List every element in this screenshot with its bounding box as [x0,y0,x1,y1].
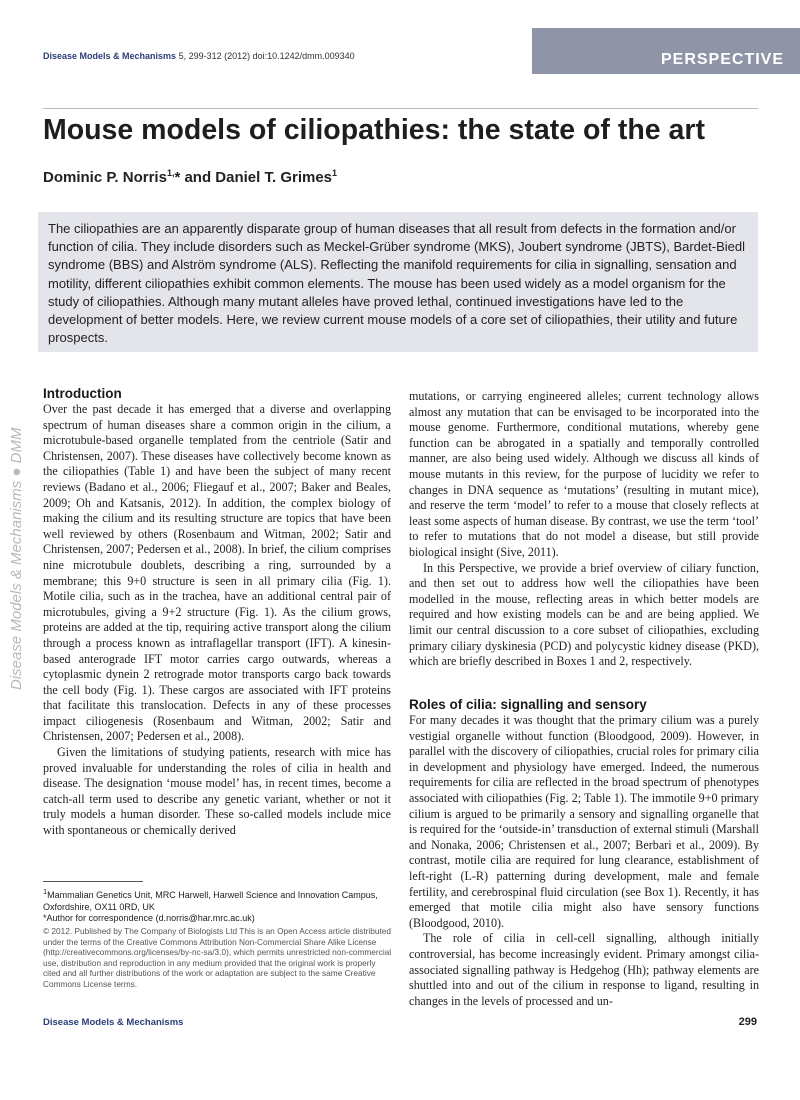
paragraph: mutations, or carrying engineered alleles; current technology allows almost any mutation that can be envisaged to be incorporated into the mouse genome. Furthermore, conditional mutations, whereby gene function can be abrogated in a spatially and temporally controlled manner, are also being used widely. Although we discuss all kinds of mouse mutants in this review, for the purpose of lucidity we refer to changes in DNA sequence as ‘mutations’ (resulting in mutant mice), and reserve the term ‘model’ to refer to a mouse that closely reflects at least some aspects of human disease. By contrast, we use the term ‘tool’ to refer to mutations that do not model a disease, but still provide biological insight (Sive, 2011). [409,389,759,559]
header-divider [43,108,758,109]
journal-citation-line [43,51,355,61]
section-heading-roles: Roles of cilia: signalling and sensory [409,697,647,712]
affiliation-marker: 1 [43,887,48,896]
article-title: Mouse models of ciliopathies: the state of the art [43,114,705,146]
journal-name: Disease Models & Mechanisms [43,51,177,61]
paragraph: In this Perspective, we provide a brief overview of ciliary function, and then set out to address how well the ciliopathies have been modelled in the mouse, reflecting areas in which better models are required and how existing models can be and are being applied. We limit our central discussion to a core subset of ciliopathies, excluding primary ciliary dyskinesia (PCD) and polycystic kidney disease (PKD), which are briefly described in Boxes 1 and 2, respectively. [409,560,759,669]
footer-journal-name: Disease Models & Mechanisms [43,1017,184,1028]
citation-details: 5, 299-312 (2012) doi:10.1242/dmm.009340 [176,51,355,61]
abstract: The ciliopathies are an apparently disparate group of human diseases that all result from defects in the formation and/or function of cilia. They include disorders such as Meckel-Grüber syndrome (MKS), Joubert syndrome (JBTS), Bardet-Biedl syndrome (BBS) and Alström syndrome (ALS). Reflecting the manifold requirements for cilia in signalling, sensation and motility, different ciliopathies exhibit common elements. The mouse has been used widely as a model organism for the study of ciliopathies. Although many mutant alleles have proved lethal, continued investigations have led to the development of better models. Here, we review current mouse models of a core set of ciliopathies, their utility and future prospects. [38,212,758,352]
footnote-block [43,886,393,925]
correspondence-note: *Author for correspondence (d.norris@har.mrc.ac.uk) [43,913,255,924]
author-name: and Daniel T. Grimes [180,169,333,186]
affiliation-marker: 1 [332,168,338,178]
author-list [43,168,337,186]
section-tag: PERSPECTIVE [532,28,800,74]
right-column-continued [409,713,759,1009]
right-column [409,389,759,670]
affiliation-text: Mammalian Genetics Unit, MRC Harwell, Harwell Science and Innovation Campus, Oxfordshire, OX11 0RD, UK [43,890,378,912]
paragraph: Given the limitations of studying patients, research with mice has proved invaluable for understanding the roles of cilia in health and disease. The designation ‘mouse model’ has, in recent times, become a catch-all term used to describe any genetic variant, whether or not it truly models a human disorder. These so-called models include mice with spontaneous or chemically derived [43,745,391,838]
footnote-divider [43,881,143,882]
license-note: © 2012. Published by The Company of Biologists Ltd This is an Open Access article distributed under the terms of the Creative Commons Attribution Non-Commercial Share Alike License (http://creativecommons.org/licenses/by-nc-sa/3.0), which permits unrestricted non-commercial use, distribution and reproduction in any medium provided that the original work is properly cited and all further distributions of the work or adaptation are subject to the same Creative Commons License terms. [43,926,392,989]
journal-side-label: Disease Models & Mechanisms ● DMM [8,427,25,690]
corresponding-marker: * [174,169,181,186]
affiliation-note [43,886,393,913]
author-name: Dominic P. Norris [43,169,167,186]
page-number: 299 [738,1016,757,1028]
affiliation-marker: 1, [166,168,175,178]
left-column [43,402,391,839]
section-heading-introduction: Introduction [43,386,122,401]
paragraph: The role of cilia in cell-cell signalling, although initially controversial, has become increasingly evident. Primary amongst cilia-associated signalling pathway is Hedgehog (Hh); pathway elements are shuttled into and out of the cilium in response to ligand, resulting in changes in the levels of processed and un- [409,931,759,1008]
paragraph: Over the past decade it has emerged that a diverse and overlapping spectrum of human diseases share a common origin in the cilium, a microtubule-based organelle templated from the centriole (Satir and Christensen, 2007). These diseases have collectively become known as the ciliopathies (Table 1) and have been the subject of many recent reviews (Badano et al., 2006; Fliegauf et al., 2007; Baker and Beales, 2009; Oh and Katsanis, 2012). In addition, the complex biology of making the cilium and its resulting structure are topics that have been well reviewed by others (Rosenbaum and Witman, 2002; Satir and Christensen, 2007; Pedersen et al., 2008). In brief, the cilium comprises nine microtubule doublets, describing a ring, surrounded by a membrane; this 9+0 structure is seen in all primary cilia (Fig. 1). Motile cilia, such as in the trachea, have an additional central pair of microtubules, giving a 9+2 structure (Fig. 1). As the cilium grows, proteins are added at the tip, requiring active transport along the cilium through a process known as intraflagellar transport (IFT). A kinesin-based anterograde IFT motor carries cargo outwards, whereas a cytoplasmic dynein 2 retrograde motor transports cargo back towards the cell body (Fig. 1). These cargos are associated with IFT proteins that facilitate this translocation. Defects in any of these processes impact ciliogenesis (Rosenbaum and Witman, 2002; Satir and Christensen, 2007; Pedersen et al., 2008). [43,402,391,744]
paragraph: For many decades it was thought that the primary cilium was a purely vestigial organelle without function (Bloodgood, 2009). However, in parallel with the discovery of ciliopathies, crucial roles for primary cilia in development and physiology have emerged. Indeed, the numerous requirements for cilia are reflected in the broad spectrum of phenotypes associated with ciliopathies (Fig. 2; Table 1). The immotile 9+0 primary cilium is argued to be primarily a sensory and signalling organelle that is required for the ‘outside-in’ transduction of external stimuli (Marshall and Nonaka, 2006; Christensen et al., 2007; Berbari et al., 2009). By contrast, motile cilia are required for lung clearance, establishment of left-right (L-R) patterning during development, male and female fertility, and cerebrospinal fluid circulation (see Box 1). Recently, it has emerged that motile cilia might also have sensory functions (Bloodgood, 2010). [409,713,759,930]
